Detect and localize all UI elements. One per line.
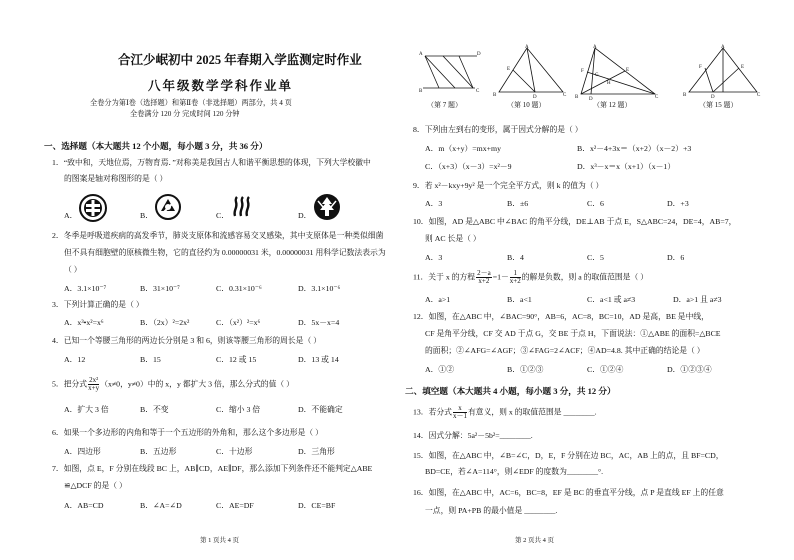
svg-text:C: C	[563, 93, 567, 98]
svg-text:B: B	[575, 95, 579, 100]
q2-text-1: 2．冬季是呼吸道疾病的高发季节，肺炎支原体和流感容易交叉感染，其中支原体是一种类似细菌	[52, 231, 384, 240]
svg-text:C: C	[757, 93, 761, 98]
emblem-b-icon	[154, 193, 182, 221]
q11-denominator-2: x+2	[509, 277, 521, 285]
q7-option-b: B．∠A=∠D	[140, 501, 182, 510]
q8-text: 8．下列由左到右的变形，属于因式分解的是（ ）	[413, 125, 583, 134]
q9-text: 9．若 x²－kxy+9y² 是一个完全平方式，则 k 的值为（ ）	[413, 181, 604, 190]
q3-text: 3．下列计算正确的是（ ）	[52, 300, 144, 309]
svg-text:E: E	[626, 68, 630, 73]
q11-numerator-2: 1	[510, 270, 521, 278]
q1-option-c: C．	[216, 211, 229, 220]
exam-subtitle: 八年级数学学科作业单	[148, 79, 294, 93]
q9-option-a: A．3	[425, 199, 443, 208]
q6-option-b: B．五边形	[140, 447, 177, 456]
q8-option-b: B．x²－4+3x＝（x+2）（x－2）+3	[577, 144, 692, 153]
q15-text-2: BD=CE，若∠A=114°，则∠EDF 的度数为________°.	[425, 467, 604, 476]
svg-text:F: F	[699, 65, 702, 70]
q11-text	[413, 270, 648, 285]
q11-option-d: D．a>1 且 a≠3	[673, 295, 722, 304]
svg-text:C: C	[476, 89, 480, 94]
q3-option-b: B．（2x）²=2x²	[140, 318, 190, 327]
q4-option-d: D．13 或 14	[298, 355, 339, 364]
q12-option-c: C．①②④	[587, 365, 624, 374]
q13-denominator: x－1	[452, 412, 467, 420]
q12-text-2: CF 是角平分线，CF 交 AD 于点 G，交 BE 于点 H，下面说法：①△ABE 的面积=△BCE	[425, 329, 721, 338]
q5-option-d: D．不能确定	[298, 405, 343, 414]
q16-text-1: 16．如图，在△ABC 中，AC=6，BC=8，EF 是 BC 的垂直平分线，点 P 是直线 EF 上的任意	[413, 488, 724, 497]
q11-fraction-1	[476, 270, 492, 285]
figure-15-caption: （第 15 题）	[699, 101, 738, 109]
q11-option-c: C．a<1 或 a≠3	[587, 295, 636, 304]
q5-option-b: B．不变	[140, 405, 169, 414]
q5-denominator: x+y	[88, 384, 100, 392]
q12-text-1: 12．如图，在△ABC 中，∠BAC=90°，AB=6，AC=8，BC=10，AD 是高，BE 是中线，	[413, 312, 709, 321]
q9-option-c: C．6	[587, 199, 604, 208]
q10-option-d: D．6	[667, 253, 685, 262]
q5-option-c: C．缩小 3 倍	[216, 405, 261, 414]
figure-7-caption: （第 7 题）	[427, 101, 462, 109]
q5-suffix: （x≠0，y≠0）中的 x，y 都扩大 3 倍，那么分式的值（ ）	[100, 379, 294, 389]
q5-text	[52, 377, 294, 392]
q6-option-a: A．四边形	[64, 447, 101, 456]
q11-option-b: B．a<1	[507, 295, 532, 304]
svg-text:A: A	[525, 45, 529, 50]
emblem-a-icon	[78, 193, 108, 223]
q6-option-c: C．十边形	[216, 447, 253, 456]
q11-numerator-1: 2－a	[477, 269, 491, 277]
emblem-d-icon	[312, 192, 342, 222]
q5-option-a: A．扩大 3 倍	[64, 405, 109, 414]
svg-text:A: A	[593, 45, 597, 50]
svg-text:H: H	[607, 81, 611, 86]
q4-option-b: B．15	[140, 355, 161, 364]
right-page	[397, 0, 794, 560]
q2-text-2: 但不具有细胞壁的原核微生物，它的直径约为 0.00000031 米，0.00000031 用科学记数法表示为	[64, 248, 386, 257]
figure-10-diagram	[493, 44, 567, 98]
figure-12-diagram	[575, 44, 661, 100]
q4-text: 4．已知一个等腰三角形的两边长分别是 3 和 6，则该等腰三角形的周长是（ ）	[52, 336, 321, 345]
svg-text:B: B	[683, 93, 687, 98]
q1-option-d: D．	[298, 211, 312, 220]
q12-text-3: 的面积；②∠AFG=∠AGF；③∠FAG=2∠ACF；④AD=4.8. 其中正确的结论是（ ）	[425, 346, 705, 355]
q7-option-c: C．AE=DF	[216, 501, 254, 510]
q2-option-a: A．3.1×10⁻⁷	[64, 284, 107, 293]
q15-text-1: 15．如图，在△ABC 中，∠B=∠C，D，E，F 分别在边 BC，AC，AB 上的点，且 BF=CD，	[413, 451, 724, 460]
svg-text:C: C	[655, 95, 659, 100]
q2-option-d: D．3.1×10⁻⁶	[298, 284, 341, 293]
svg-text:A: A	[419, 52, 423, 57]
q7-option-a: A．AB=CD	[64, 501, 104, 510]
q12-option-a: A．①②	[425, 365, 455, 374]
q1-option-b: B．	[140, 211, 153, 220]
svg-text:E: E	[741, 65, 745, 70]
svg-text:D: D	[533, 95, 537, 98]
q5-prefix: 5．把分式	[52, 379, 88, 389]
q10-text-1: 10．如图，AD 是△ABC 中∠BAC 的角平分线，DE⊥AB 于点 E，S△ABC=24，DE=4，AB=7，	[413, 217, 737, 226]
svg-text:D: D	[589, 97, 593, 100]
q1-text-1: 1．“致中和，天地位焉，万物育焉．”对称美是我国古人和谐平衡思想的体现，下列大学校徽中	[52, 158, 371, 167]
q16-text-2: 一点，则 PA+PB 的最小值是 ________.	[425, 506, 558, 515]
svg-text:D: D	[477, 52, 481, 57]
q13-prefix: 13．若分式	[413, 407, 452, 417]
q12-option-b: B．①②③	[507, 365, 544, 374]
section-2-heading: 二、填空题（本大题共 4 小题，每小题 3 分，共 12 分）	[405, 386, 616, 396]
q2-option-b: B．31×10⁻⁷	[140, 284, 180, 293]
svg-text:F: F	[581, 69, 584, 74]
q10-option-b: B．4	[507, 253, 524, 262]
q3-option-c: C．（x²）²=x⁶	[216, 318, 261, 327]
q11-prefix: 11．关于 x 的方程	[413, 272, 476, 282]
svg-text:A: A	[721, 45, 725, 50]
exam-meta-2: 全卷满分 120 分 完成时间 120 分钟	[130, 110, 240, 118]
svg-text:B: B	[419, 89, 423, 94]
q9-option-b: B．±6	[507, 199, 529, 208]
q10-option-a: A．3	[425, 253, 443, 262]
q12-option-d: D．①②③④	[667, 365, 712, 374]
q6-option-d: D．三角形	[298, 447, 335, 456]
q7-text-1: 7．如图，点 E，F 分别在线段 BC 上，AB∥CD，AE∥DF，那么添加下列条件还不能判定△ABE	[52, 464, 373, 473]
svg-text:B: B	[493, 93, 497, 98]
svg-text:D: D	[711, 95, 715, 98]
q5-numerator: 2x²	[89, 376, 99, 384]
figure-15-diagram	[683, 44, 763, 98]
q4-option-c: C．12 或 15	[216, 355, 257, 364]
q3-option-d: D．5x－x=4	[298, 318, 340, 327]
q1-option-a: A．	[64, 211, 78, 220]
q11-middle: =1－	[492, 272, 509, 282]
svg-text:G: G	[595, 73, 599, 78]
q8-option-a: A．m（x+y）=mx+my	[425, 144, 502, 153]
q11-fraction-2	[510, 270, 521, 285]
q7-text-2: ≌△DCF 的是（ ）	[64, 481, 127, 490]
figure-12-caption: （第 12 题）	[593, 101, 632, 109]
q8-option-d: D．x³－x＝x（x+1）（x－1）	[577, 162, 676, 171]
q8-option-c: C．（x+3）（x－3）=x²－9	[425, 162, 512, 171]
figure-7-diagram	[419, 48, 481, 98]
q11-suffix: 的解是负数，则 a 的取值范围是（ ）	[521, 272, 649, 282]
page-footer-left: 第 1 页共 4 页	[200, 537, 239, 544]
q13-suffix: 有意义，则 x 的取值范围是 ________.	[467, 407, 597, 417]
q13-fraction	[453, 405, 467, 420]
emblem-c-icon	[230, 194, 256, 220]
exam-title: 合江少岷初中 2025 年春期入学监测定时作业	[118, 53, 362, 67]
section-1-heading: 一、选择题（本大题共 12 个小题，每小题 3 分，共 36 分）	[44, 141, 268, 151]
page-footer-right: 第 2 页共 4 页	[515, 537, 554, 544]
q2-text-3: （ ）	[64, 265, 82, 274]
q9-option-d: D．+3	[667, 199, 689, 208]
q11-denominator-1: x+2	[478, 277, 490, 285]
svg-text:E: E	[507, 67, 511, 72]
q14-text: 14．因式分解：5a²－5b²=________.	[413, 431, 533, 440]
q4-option-a: A．12	[64, 355, 86, 364]
q7-option-d: D．CE=BF	[298, 501, 336, 510]
q13-numerator: x	[453, 405, 467, 413]
q10-text-2: 则 AC 长是（ ）	[425, 234, 481, 243]
figure-10-caption: （第 10 题）	[507, 101, 546, 109]
q11-option-a: A．a>1	[425, 295, 451, 304]
q5-fraction	[88, 377, 99, 392]
q6-text: 6．如果一个多边形的内角和等于一个五边形的外角和，那么这个多边形是（ ）	[52, 428, 323, 437]
q1-text-2: 的图案是轴对称图形的是（ ）	[64, 174, 168, 183]
exam-meta-1: 全卷分为第Ⅰ卷（选择题）和第Ⅱ卷（非选择题）两部分，共 4 页	[90, 99, 292, 107]
q2-option-c: C．0.31×10⁻⁶	[216, 284, 262, 293]
q10-option-c: C．5	[587, 253, 604, 262]
q13-text	[413, 405, 597, 420]
q3-option-a: A．x³•x²=x⁶	[64, 318, 104, 327]
